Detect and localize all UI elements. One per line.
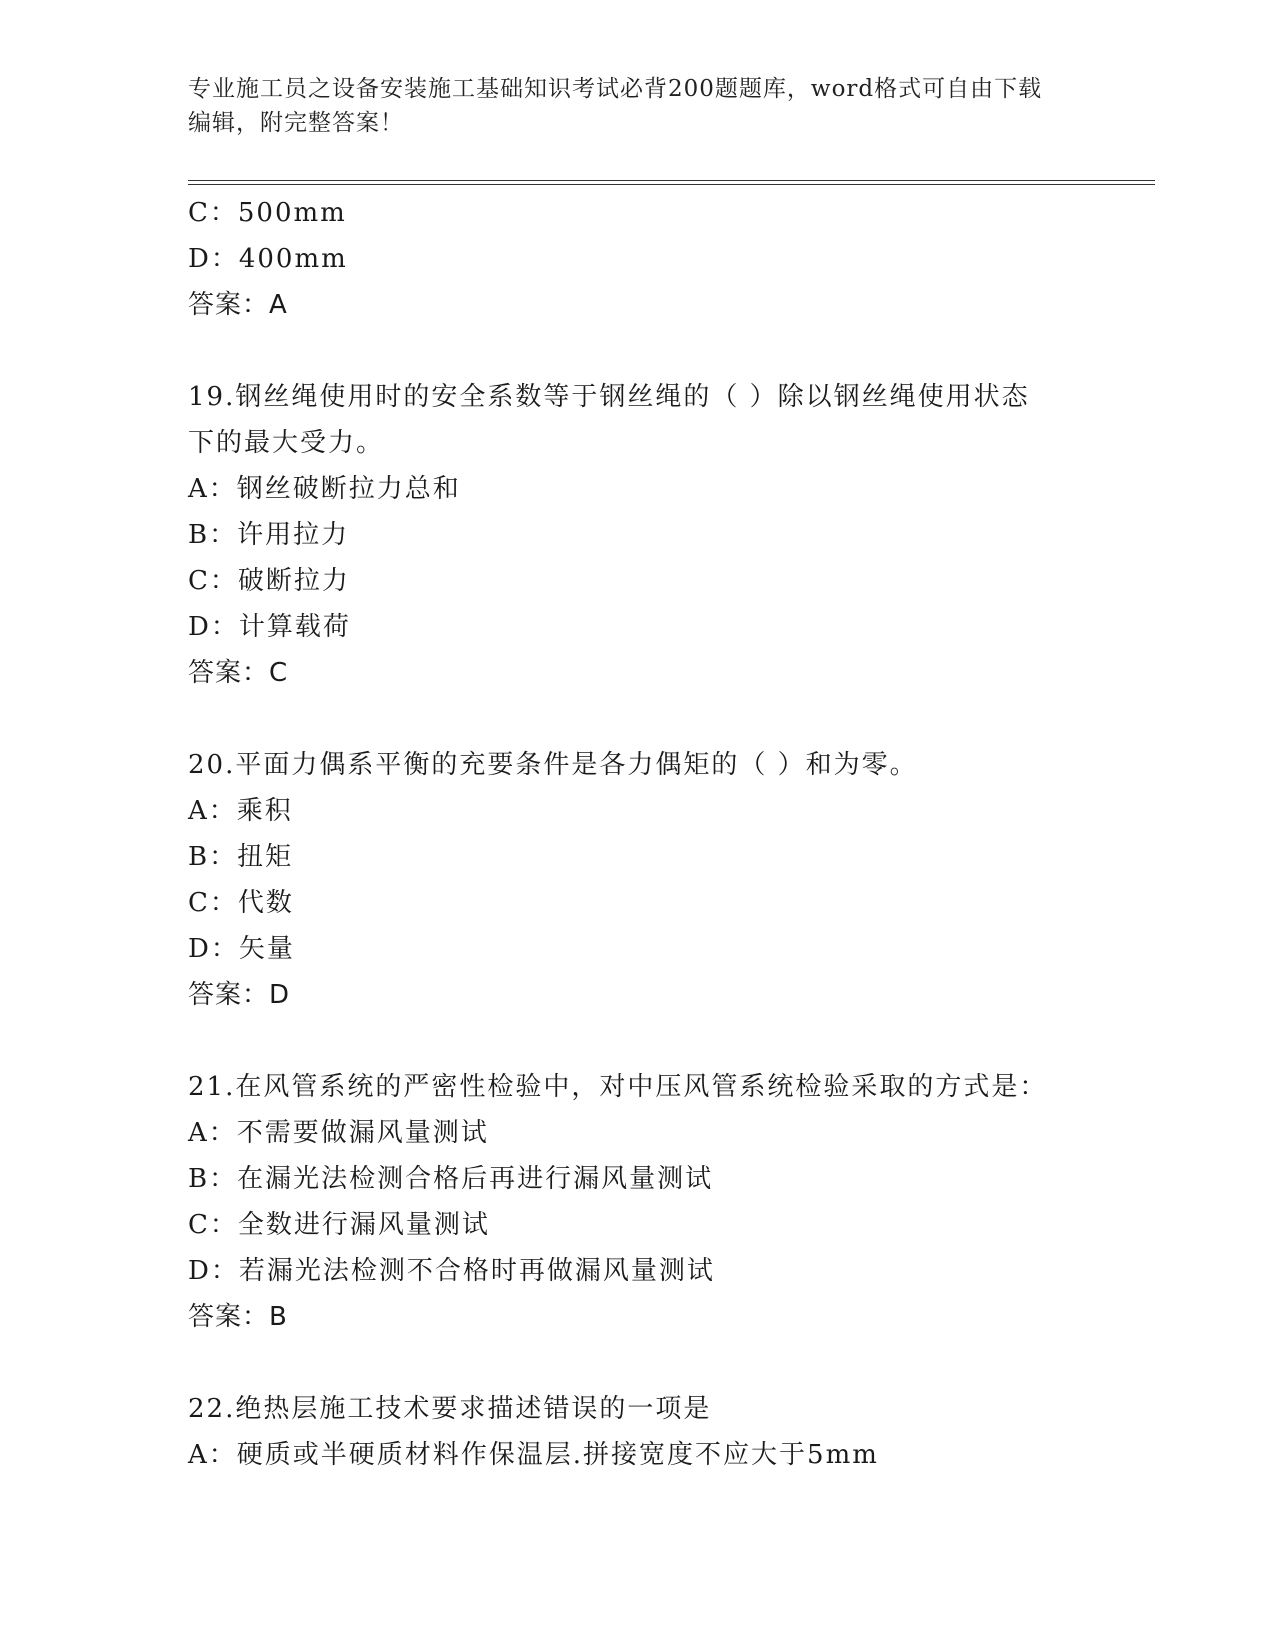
option-a: A：钢丝破断拉力总和: [188, 474, 461, 504]
option-b: B：许用拉力: [188, 520, 350, 550]
question-stem: 20.平面力偶系平衡的充要条件是各力偶矩的（ ）和为零。: [188, 750, 918, 780]
question-stem: 21.在风管系统的严密性检验中，对中压风管系统检验采取的方式是：: [188, 1072, 1048, 1102]
option-d: D：计算载荷: [188, 612, 351, 642]
answer-line: 答案：C: [188, 658, 289, 688]
option-a: A：硬质或半硬质材料作保温层.拼接宽度不应大于5mm: [188, 1440, 879, 1470]
question-stem-continued: 下的最大受力。: [188, 428, 385, 458]
option-d: D：若漏光法检测不合格时再做漏风量测试: [188, 1256, 715, 1286]
header-title-line-1: 专业施工员之设备安装施工基础知识考试必背200题题库，word格式可自由下载: [188, 76, 1043, 102]
option-c: C：破断拉力: [188, 566, 350, 596]
answer-line: 答案：A: [188, 290, 288, 320]
option-b: B：在漏光法检测合格后再进行漏风量测试: [188, 1164, 714, 1194]
answer-line: 答案：D: [188, 980, 291, 1010]
question-block-22: [188, 1386, 1088, 1478]
question-stem: 22.绝热层施工技术要求描述错误的一项是: [188, 1394, 712, 1424]
question-block-21: [188, 1064, 1088, 1340]
option-d: D：400mm: [188, 244, 348, 274]
option-d: D：矢量: [188, 934, 295, 964]
option-b: B：扭矩: [188, 842, 294, 872]
question-block-19: [188, 374, 1088, 696]
header-title-line-2: 编辑，附完整答案！: [188, 110, 404, 136]
header-divider-top: [188, 180, 1155, 181]
question-content: [188, 190, 1088, 1478]
option-a: A：不需要做漏风量测试: [188, 1118, 489, 1148]
question-block-20: [188, 742, 1088, 1018]
option-c: C：500mm: [188, 198, 347, 228]
header-divider-bottom: [188, 184, 1155, 185]
question-block-18-tail: [188, 190, 1088, 328]
option-a: A：乘积: [188, 796, 293, 826]
answer-line: 答案：B: [188, 1302, 288, 1332]
question-stem: 19.钢丝绳使用时的安全系数等于钢丝绳的（ ）除以钢丝绳使用状态: [188, 382, 1030, 412]
option-c: C：代数: [188, 888, 294, 918]
option-c: C：全数进行漏风量测试: [188, 1210, 490, 1240]
document-header: [188, 72, 1068, 140]
